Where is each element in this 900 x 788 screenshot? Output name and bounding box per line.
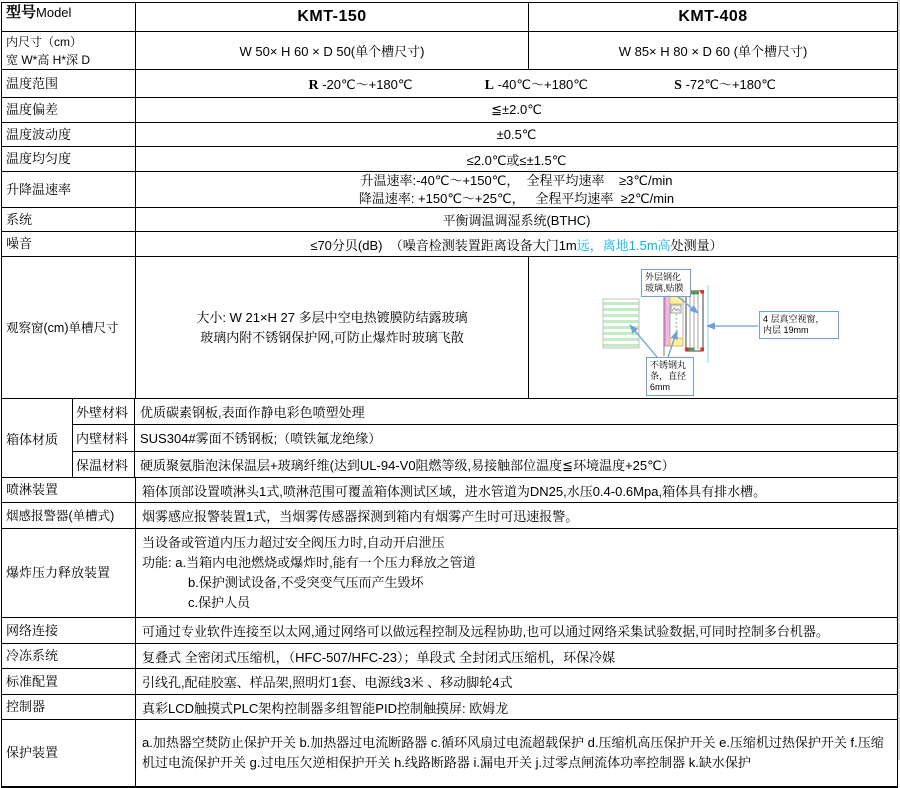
model-kmt408: KMT-408: [678, 8, 748, 25]
explosion-line1: 当设备或管道内压力超过安全阀压力时,自动开启泄压: [142, 535, 445, 550]
temp-fluctuation-label: 温度波动度: [2, 123, 136, 146]
temp-uniformity-label: 温度均匀度: [2, 147, 136, 171]
cabinet-inner-wall-row: [73, 425, 897, 451]
temp-fluctuation-value: ±0.5℃: [496, 126, 537, 142]
explosion-line2: 功能: a.当箱内电池燃烧或爆炸时,能有一个压力释放之管道: [142, 555, 476, 570]
spec-row-ramp-rate: [2, 172, 897, 208]
inner-size-kmt150: W 50× H 60 × D 50(单个槽尺寸): [136, 32, 529, 69]
spec-row-refrigeration: [2, 644, 897, 669]
temp-range-label: 温度范围: [2, 70, 136, 97]
window-label: 观察窗(cm)单槽尺寸: [2, 257, 136, 398]
spray-label: 喷淋装置: [2, 478, 136, 502]
callout-outer-glass: 外层钢化 玻璃,贴膜: [641, 269, 691, 297]
model-label-cell: [2, 3, 136, 31]
spec-row-explosion-release: [2, 529, 897, 618]
ramp-rate-label: 升降温速率: [2, 172, 136, 207]
spec-table: [1, 2, 898, 788]
spec-row-temp-uniformity: [2, 147, 897, 172]
spec-row-window: [2, 257, 897, 399]
window-desc-line1: 大小: W 21×H 27 多层中空电热镀膜防结露玻璃: [196, 309, 468, 325]
spec-row-cabinet-material: [2, 399, 897, 478]
explosion-line4: c.保护人员: [188, 595, 251, 610]
callout-steel-wire: 不锈钢丸 条，直径 6mm: [646, 357, 694, 396]
system-value: 平衡调温调湿系统(BTHC): [442, 213, 591, 228]
refrigeration-label: 冷冻系统: [2, 644, 136, 668]
ramp-rate-value: [136, 172, 897, 207]
explosion-line3: b.保护测试设备,不受突变气压而产生毁坏: [188, 575, 424, 590]
temp-deviation-label: 温度偏差: [2, 98, 136, 122]
spec-row-temp-range: [2, 70, 897, 98]
protection-label: 保护装置: [2, 720, 136, 786]
ramp-rate-cooling: 降温速率: +150℃～+25℃， 全程平均速率 ≥2℃/min: [358, 190, 675, 206]
noise-text-pre: ≤70分贝(dB) （噪音检测装置距离设备大门1m: [310, 237, 577, 253]
noise-value: [136, 232, 897, 256]
window-desc-line2: 玻璃内附不锈钢保护网,可防止爆炸时玻璃飞散: [200, 329, 464, 345]
explosion-release-value: [136, 529, 897, 617]
controller-value: 真彩LCD触摸式PLC架构控制器多组智能PID控制触摸屏: 欧姆龙: [142, 700, 509, 716]
spec-row-standard-config: [2, 669, 897, 695]
temp-uniformity-value: ≤2.0℃或≤±1.5℃: [466, 152, 567, 168]
spec-row-noise: [2, 232, 897, 257]
cabinet-outer-wall-row: [73, 399, 897, 425]
outer-wall-label: 外壁材料: [73, 399, 135, 424]
standard-config-value: 引线孔,配硅胶塞、样品架,照明灯1套、电源线3米 、移动脚轮4式: [142, 675, 513, 690]
ramp-rate-heating: 升温速率:-40℃～+150℃， 全程平均速率 ≥3℃/min: [360, 172, 673, 188]
controller-label: 控制器: [2, 695, 136, 719]
noise-label: 噪音: [2, 232, 136, 256]
spec-row-network: [2, 618, 897, 644]
noise-text-post: 处测量）: [670, 237, 723, 253]
spec-row-system: [2, 208, 897, 232]
system-label: 系统: [2, 208, 136, 231]
temp-range-values: [136, 70, 897, 97]
spray-value: 箱体顶部设置喷淋头1式,喷淋范围可覆盖箱体测试区域，进水管道为DN25,水压0.4-0.6Mpa,箱体具有排水槽。: [142, 483, 767, 499]
spec-row-controller: [2, 695, 897, 720]
spec-row-model: [2, 3, 897, 32]
temp-deviation-value: ≦±2.0℃: [491, 102, 542, 117]
spec-row-inner-size: [2, 32, 897, 70]
network-label: 网络连接: [2, 618, 136, 643]
model-kmt150: KMT-150: [136, 3, 529, 31]
spec-row-smoke-alarm: [2, 503, 897, 529]
spec-row-temp-deviation: [2, 98, 897, 123]
outer-wall-value: 优质碳素钢板,表面作静电彩色喷塑处理: [140, 405, 365, 421]
temp-range-r: R -20℃～+180℃: [308, 76, 413, 93]
window-diagram: [529, 257, 897, 398]
window-description: [136, 257, 529, 398]
temp-range-l: L -40℃～+180℃: [484, 76, 588, 93]
inner-size-label: 内尺寸（cm） 宽 W*高 H*深 D: [2, 32, 136, 69]
insulation-value: 硬质聚氨脂泡沫保温层+玻璃纤维(达到UL-94-V0阻燃等级,易接触部位温度≦环境温度+25℃）: [140, 457, 675, 473]
inner-size-kmt408: W 85× H 80 × D 60 (单个槽尺寸): [618, 44, 808, 59]
inner-wall-label: 内壁材料: [73, 425, 135, 450]
cabinet-insulation-row: [73, 452, 897, 477]
spec-row-temp-fluctuation: [2, 123, 897, 147]
noise-text-highlight: 远，离地1.5m高: [576, 237, 671, 253]
protection-value: a.加热器空焚防止保护开关 b.加热器过电流断路器 c.循环风扇过电流超载保护 d.压缩机高压保护开关 e.压缩机过热保护开关 f.压缩机过电流保护开关 g.过电压欠逆相保护开关 h.线路断路器 i.漏电开关 j.过零点闸流体功率控制器 k.缺水保护: [142, 735, 884, 770]
smoke-alarm-label: 烟感报警器(单槽式): [2, 503, 136, 528]
smoke-alarm-value: 烟雾感应报警装置1式，当烟雾传感器探测到箱内有烟雾产生时可迅速报警。: [142, 509, 579, 524]
refrigeration-value: 复叠式 全密闭式压缩机，（HFC-507/HFC-23）；单段式 全封闭式压缩机，环保冷媒: [142, 649, 616, 665]
spec-row-spray: [2, 478, 897, 503]
image-placeholder-icon: [671, 305, 681, 313]
cabinet-material-label: 箱体材质: [2, 399, 73, 477]
window-diagram-graphic: [529, 257, 898, 398]
explosion-release-label: 爆炸压力释放装置: [2, 529, 136, 617]
network-value: 可通过专业软件连接至以太网,通过网络可以做远程控制及远程协助,也可以通过网络采集试验数据,可同时控制多台机器。: [142, 624, 829, 639]
model-label-cn: 型号: [6, 4, 37, 21]
steel-mesh-window-graphic: [603, 299, 639, 348]
inner-wall-value: SUS304#雾面不锈钢板;（喷铁氟龙绝缘）: [140, 431, 382, 447]
callout-vacuum-window: 4 层真空视窗， 内层 19mm: [759, 311, 839, 339]
temp-range-s: S -72℃～+180℃: [674, 76, 776, 93]
insulation-label: 保温材料: [73, 452, 135, 477]
model-label-en: Model: [36, 5, 72, 20]
standard-config-label: 标准配置: [2, 669, 136, 694]
spec-row-protection: [2, 720, 897, 786]
